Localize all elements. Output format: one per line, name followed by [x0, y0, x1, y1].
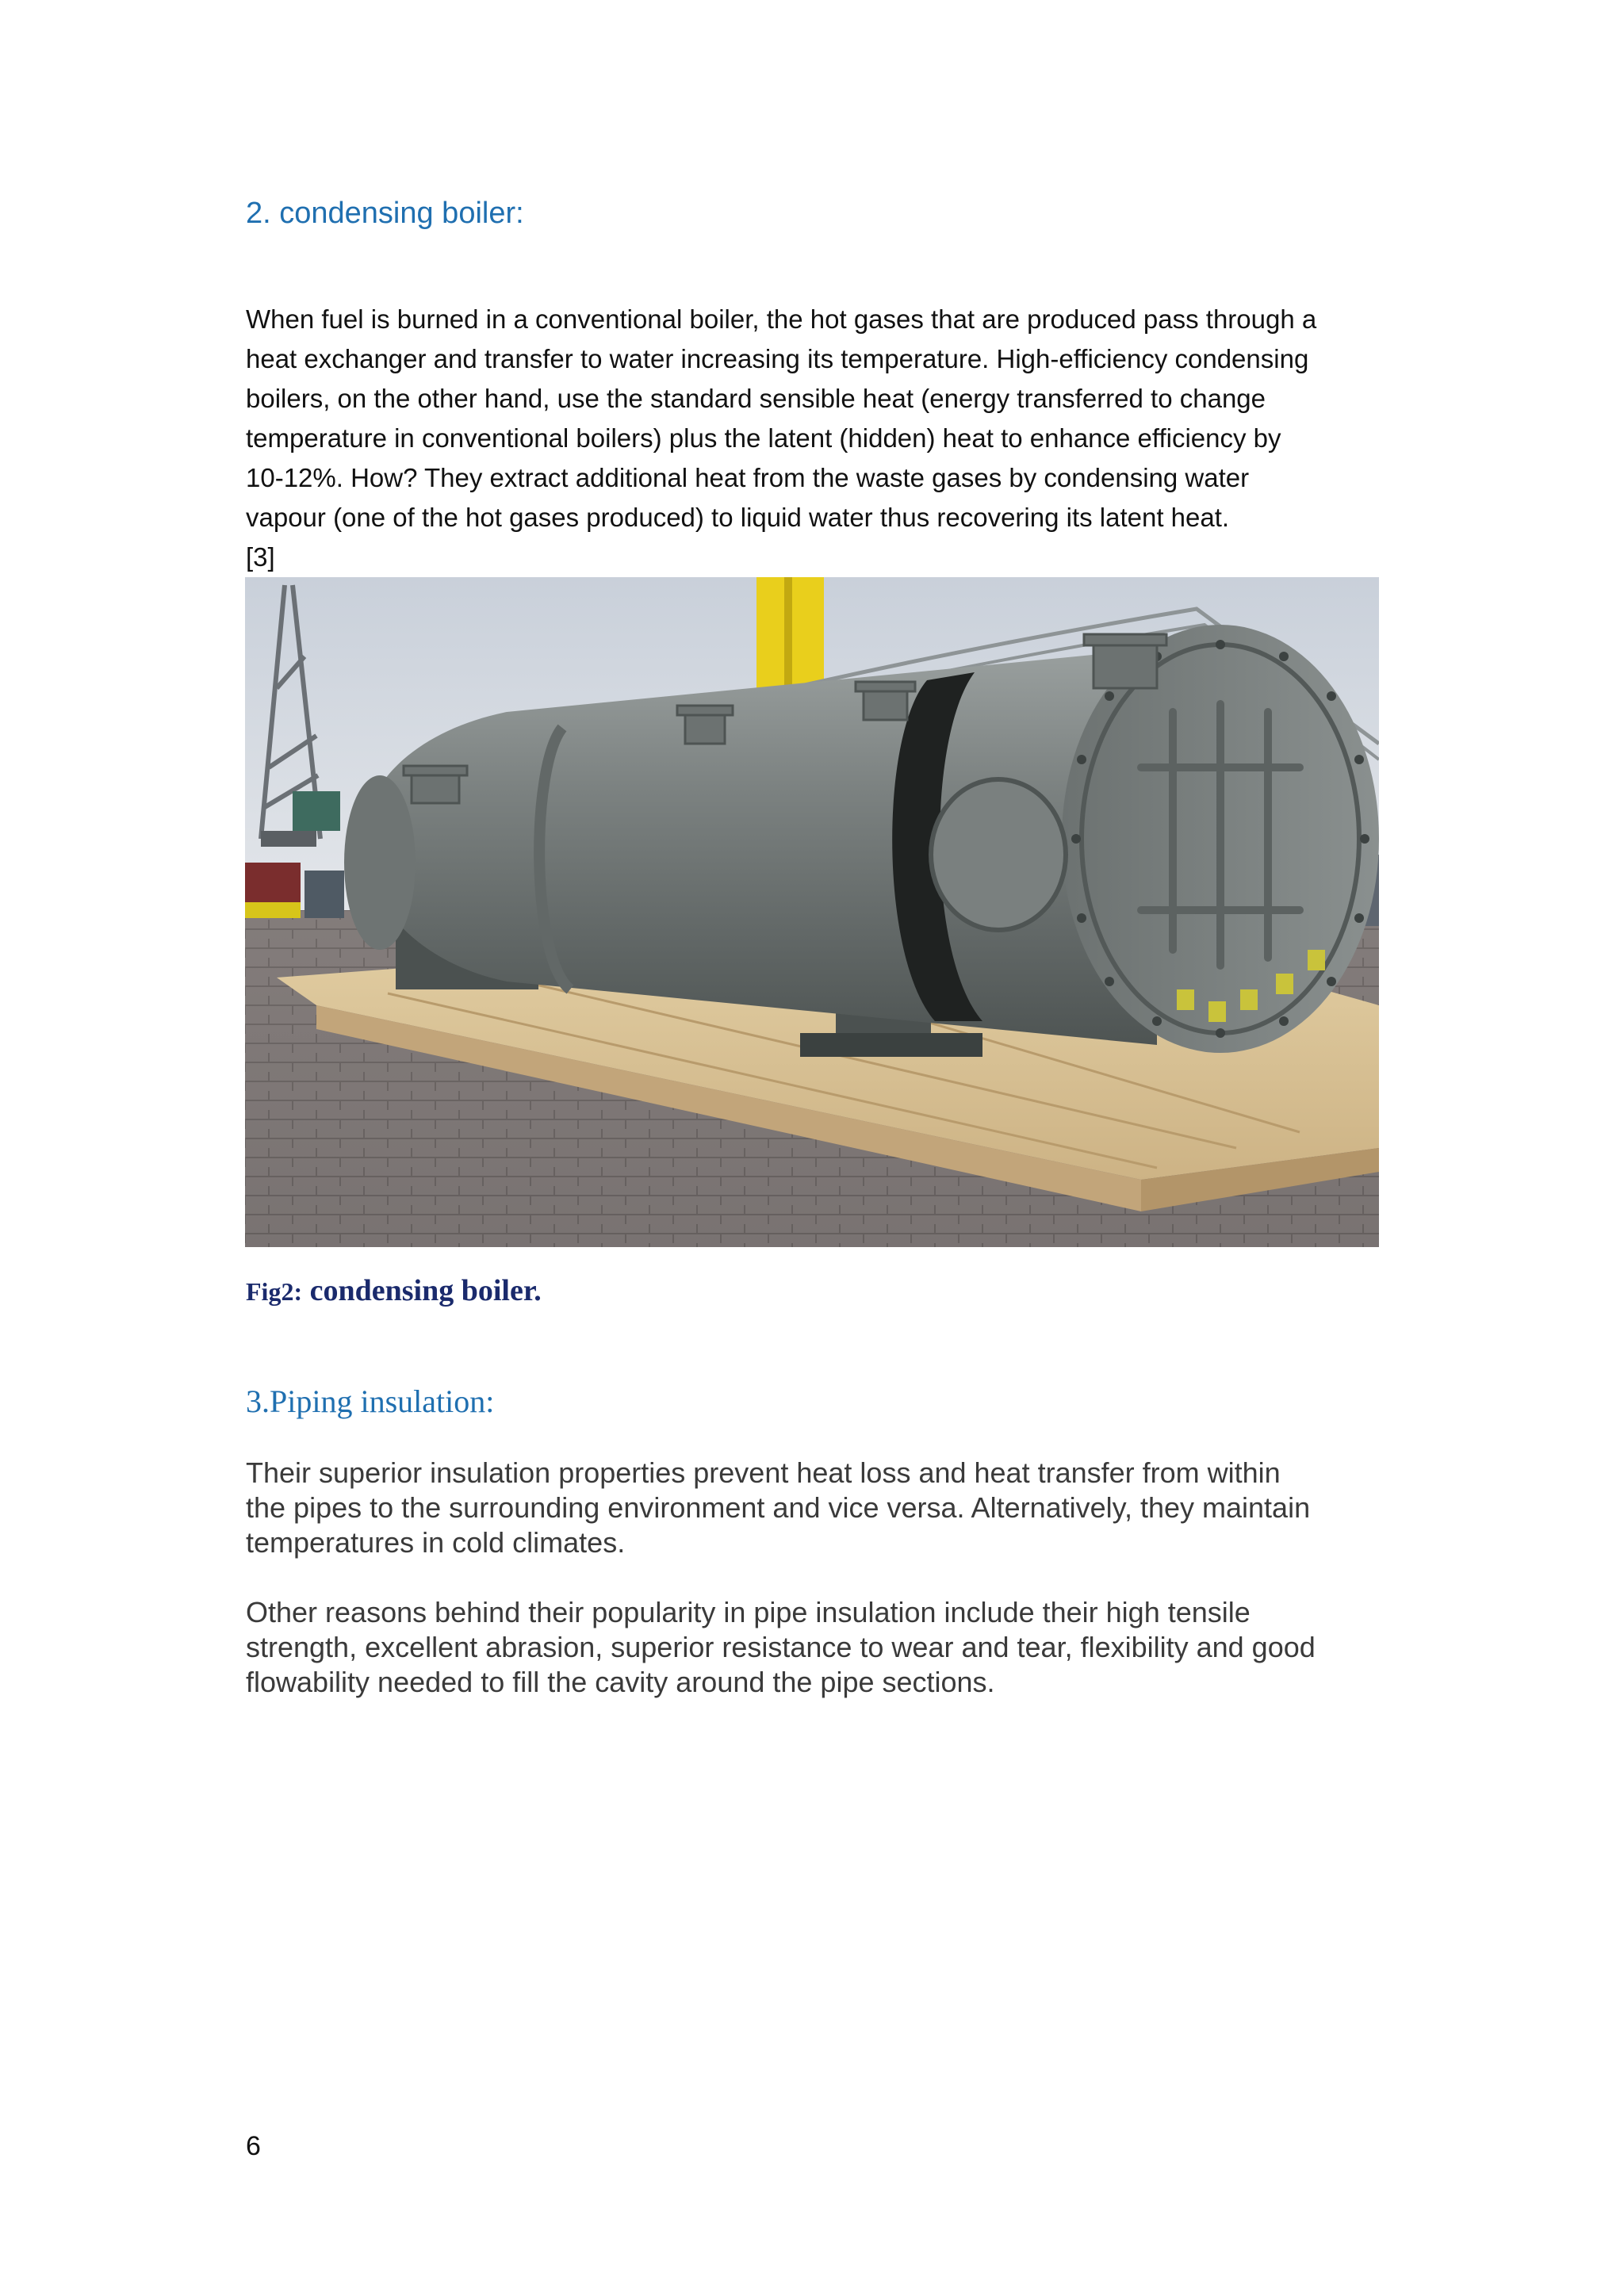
paragraph-line: temperature in conventional boilers) plus the latent (hidden) heat to enhance efficiency by [246, 423, 1281, 453]
paragraph-line: the pipes to the surrounding environment and vice versa. Alternatively, they maintain [246, 1491, 1311, 1524]
piping-insulation-paragraph-1 [246, 1456, 1388, 1560]
paragraph-line: vapour (one of the hot gases produced) to liquid water thus recovering its latent heat. [246, 503, 1230, 532]
paragraph-line: When fuel is burned in a conventional boiler, the hot gases that are produced pass through a [246, 304, 1317, 334]
paragraph-line: Other reasons behind their popularity in pipe insulation include their high tensile [246, 1596, 1251, 1628]
condensing-boiler-paragraph [246, 300, 1388, 577]
section-heading-piping-insulation: 3.Piping insulation: [246, 1383, 495, 1419]
paragraph-line: 10-12%. How? They extract additional heat from the waste gases by condensing water [246, 463, 1250, 492]
paragraph-line: strength, excellent abrasion, superior resistance to wear and tear, flexibility and good [246, 1631, 1316, 1663]
condensing-boiler-photo [245, 577, 1379, 1247]
figure-caption-text: condensing boiler. [302, 1274, 542, 1307]
paragraph-line: Their superior insulation properties prevent heat loss and heat transfer from within [246, 1456, 1281, 1489]
paragraph-line: heat exchanger and transfer to water increasing its temperature. High-efficiency condensing [246, 344, 1309, 373]
paragraph-line: boilers, on the other hand, use the standard sensible heat (energy transferred to change [246, 384, 1266, 413]
paragraph-line: flowability needed to fill the cavity around the pipe sections. [246, 1666, 995, 1698]
section-heading-condensing-boiler: 2. condensing boiler: [246, 197, 524, 230]
page-number: 6 [246, 2131, 261, 2161]
figure-caption-label: Fig2: [246, 1277, 303, 1306]
reference-citation: [3] [246, 542, 275, 572]
figure-caption [246, 1273, 542, 1308]
paragraph-line: temperatures in cold climates. [246, 1526, 626, 1559]
piping-insulation-paragraph-2 [246, 1595, 1388, 1700]
